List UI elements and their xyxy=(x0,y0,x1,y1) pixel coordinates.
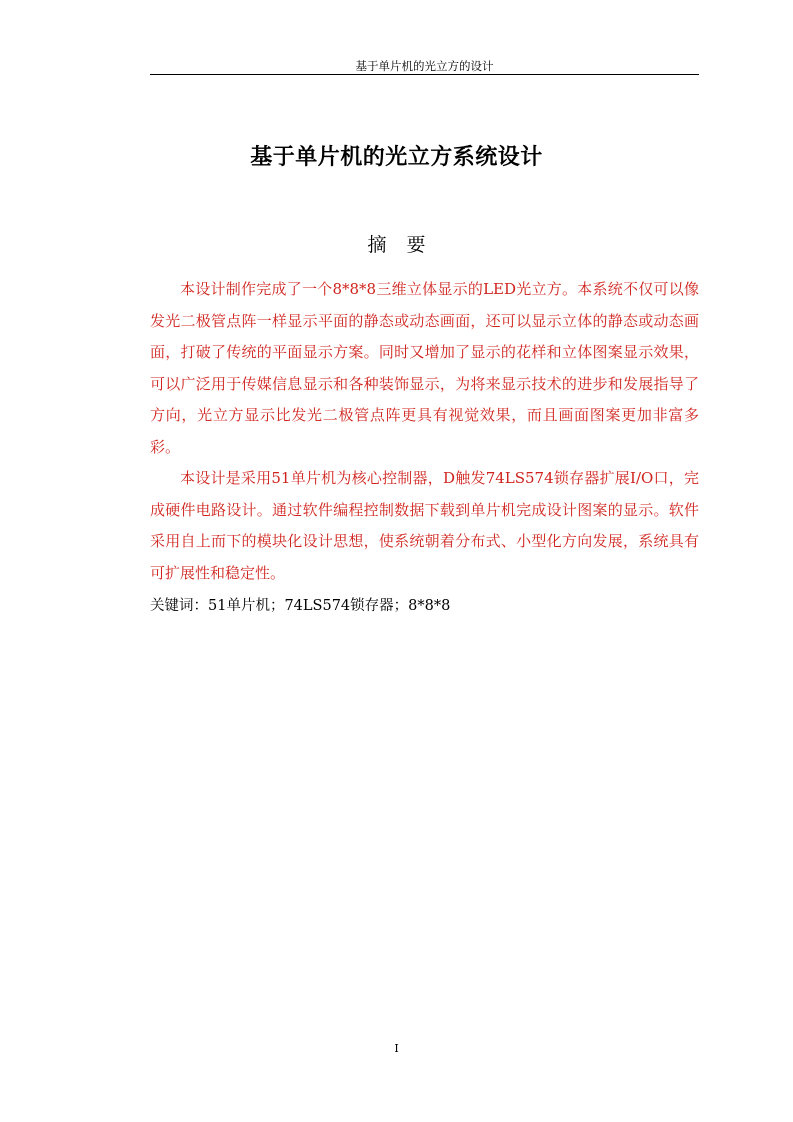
abstract-heading: 摘要 xyxy=(367,234,446,256)
header-rule xyxy=(150,74,699,75)
keywords-line: 关键词：51单片机；74LS574锁存器；8*8*8 xyxy=(150,598,451,614)
abstract-paragraph-2: 本设计是采用51单片机为核心控制器，D触发74LS574锁存器扩展I/O口，完成硬件电路设计。通过软件编程控制数据下载到单片机完成设计图案的显示。软件采用自上而下的模块化设计思想，使系统朝着分布式、小型化方向发展，系统具有可扩展性和稳定性。 xyxy=(150,469,699,582)
abstract-paragraph-1: 本设计制作完成了一个8*8*8三维立体显示的LED光立方。本系统不仅可以像发光二极管点阵一样显示平面的静态或动态画面，还可以显示立体的静态或动态画面，打破了传统的平面显示方案。同时又增加了显示的花样和立体图案显示效果，可以广泛用于传媒信息显示和各种装饰显示，为将来显示技术的进步和发展指导了方向，光立方显示比发光二极管点阵更具有视觉效果，而且画面图案更加非富多彩。 xyxy=(150,280,699,456)
abstract-body xyxy=(150,274,699,620)
running-header: 基于单片机的光立方的设计 xyxy=(355,59,494,73)
document-title: 基于单片机的光立方系统设计 xyxy=(250,145,543,170)
page-number: I xyxy=(394,1042,399,1055)
